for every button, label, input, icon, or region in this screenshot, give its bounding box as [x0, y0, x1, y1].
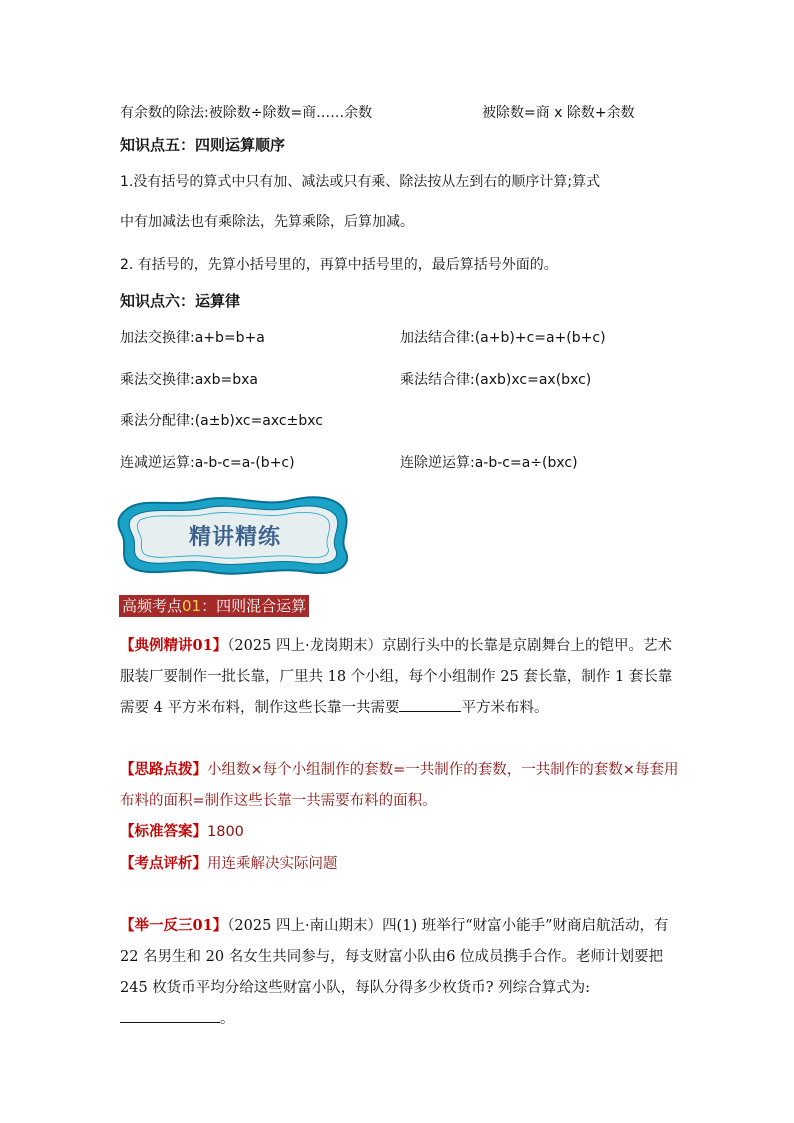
practice-answer-blank[interactable]	[120, 1008, 220, 1023]
answer-line	[120, 820, 244, 841]
kp5-rule1-line2: 中有加减法也有乘除法，先算乘除，后算加减。	[120, 214, 414, 230]
practice-text: 四(1) 班举行“财富小能手”财商启航活动，有 22 名男生和 20 名女生共同参与，每支财富小队由6 位成员携手合作。老师计划要把 245 枚货币平均分给这些财富小队，每队分得多少枚货币? 列综合算式为:	[120, 918, 669, 996]
example-tag: 【典例精讲01】	[120, 637, 228, 654]
division-check: 被除数=商 x 除数+余数	[482, 105, 635, 121]
kp5-rule1-line1: 1.没有括号的算式中只有加、减法或只有乘、除法按从左到右的顺序计算;算式	[120, 174, 601, 190]
law-div-inverse: 连除逆运算:a-b-c=a÷(bxc)	[400, 455, 578, 471]
practice-source: （2025 四上·南山期末）	[227, 918, 383, 934]
kp6-title: 知识点六：运算律	[120, 292, 241, 310]
analysis-value: 用连乘解决实际问题	[207, 856, 338, 872]
answer-tag: 【标准答案】	[120, 824, 207, 840]
example-text: 京剧行头中的长靠是京剧舞台上的铠甲。艺术服装厂要制作一批长靠，厂里共 18 个小组，每个小组制作 25 套长靠，制作 1 套长靠需要 4 平方米布料，制作这些长靠一共需要	[120, 638, 673, 716]
practice-tag: 【举一反三01】	[120, 917, 228, 934]
example-source: （2025 四上·龙岗期末）	[227, 638, 383, 654]
practice-text-end: 。	[220, 1011, 235, 1027]
law-mul-associative: 乘法结合律:(axb)xc=ax(bxc)	[400, 372, 592, 388]
law-mul-distributive: 乘法分配律:(a±b)xc=axc±bxc	[120, 413, 323, 429]
law-mul-commutative: 乘法交换律:axb=bxa	[120, 372, 258, 388]
answer-value: 1800	[207, 824, 244, 840]
kp5-title: 知识点五：四则运算顺序	[120, 136, 286, 154]
example-text-end: 平方米布料。	[461, 700, 549, 716]
section-header	[119, 595, 309, 617]
example-problem	[120, 630, 680, 724]
division-rule: 有余数的除法:被除数÷除数=商……余数	[120, 105, 373, 121]
banner-title: 精讲精练	[188, 524, 281, 550]
law-add-commutative: 加法交换律:a+b=b+a	[120, 330, 265, 346]
section-title: ：四则混合运算	[201, 597, 307, 615]
analysis-tag: 【考点评析】	[120, 856, 207, 872]
kp5-rule2: 2. 有括号的，先算小括号里的，再算中括号里的，最后算括号外面的。	[120, 257, 558, 273]
hint-text: 小组数×每个小组制作的套数=一共制作的套数，一共制作的套数×每套用布料的面积=制作这些长靠一共需要布料的面积。	[120, 762, 679, 809]
hint-tag: 【思路点拨】	[120, 762, 207, 778]
practice-problem	[120, 910, 680, 1035]
section-number: 01	[182, 597, 202, 615]
analysis-line	[120, 852, 338, 873]
hint-block	[120, 755, 680, 817]
section-prefix: 高频考点	[122, 597, 183, 615]
law-add-associative: 加法结合律:(a+b)+c=a+(b+c)	[400, 330, 606, 346]
law-sub-inverse: 连减逆运算:a-b-c=a-(b+c)	[120, 455, 295, 471]
answer-blank[interactable]	[399, 697, 461, 712]
